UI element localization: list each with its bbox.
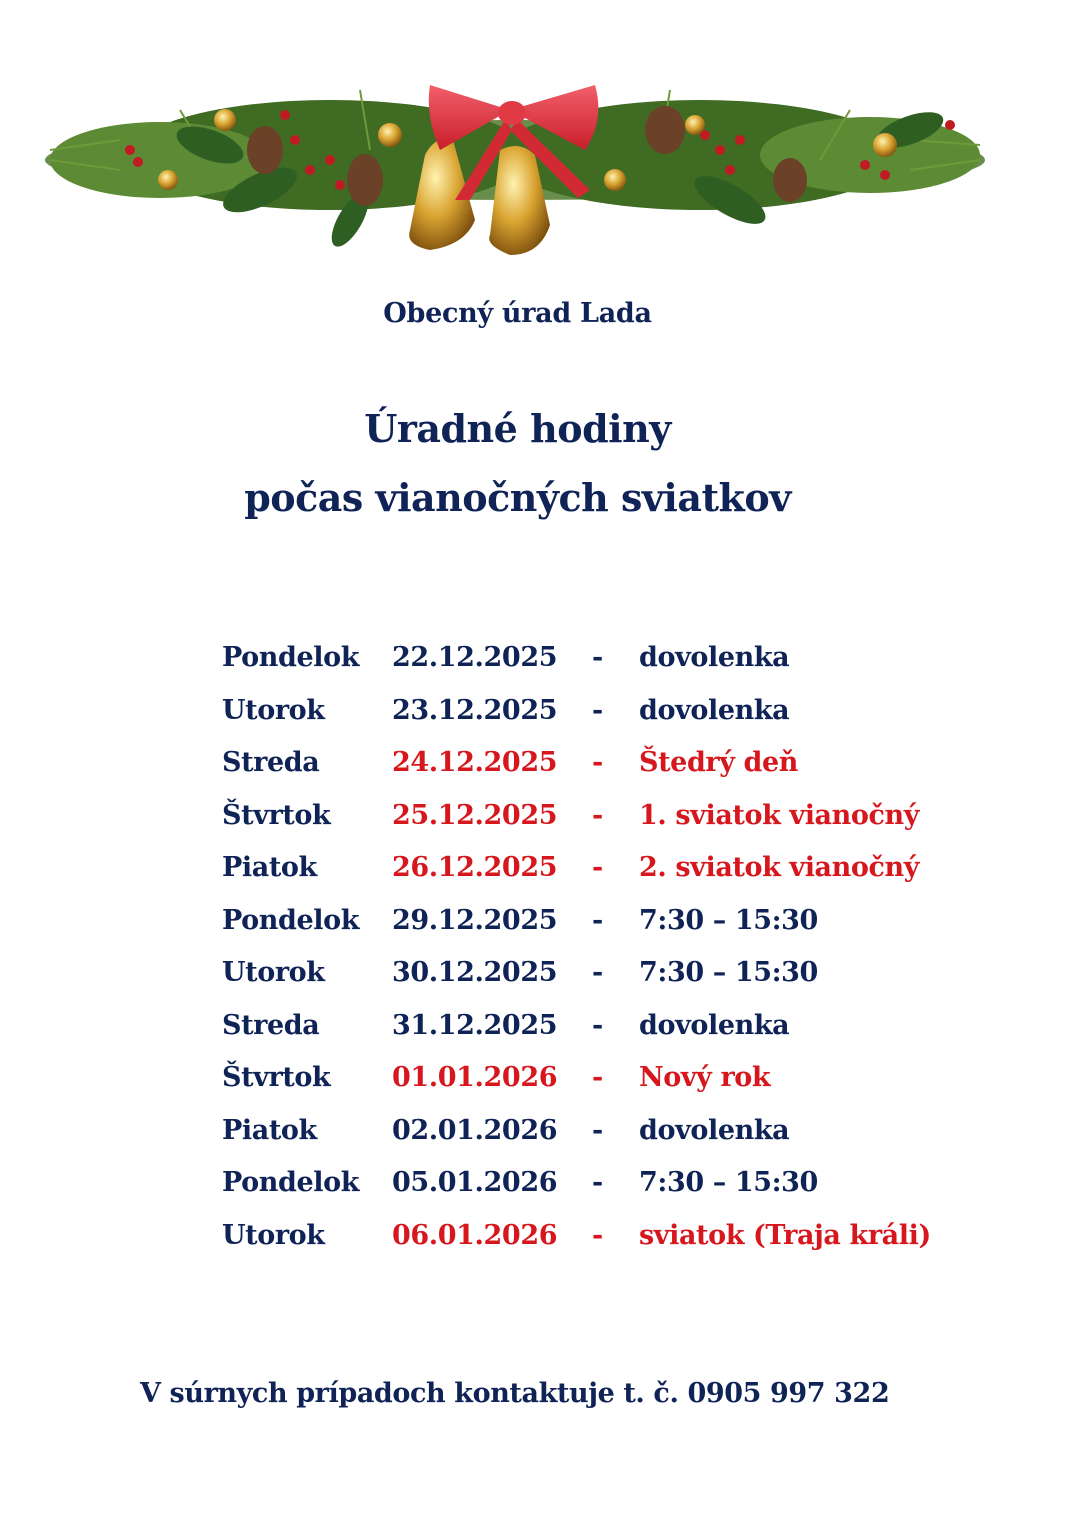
- status-note: dovolenka: [639, 1114, 790, 1146]
- status-note: Nový rok: [639, 1062, 771, 1093]
- day-name: Štvrtok: [222, 799, 331, 831]
- day-name: Streda: [222, 747, 320, 778]
- status-note: sviatok (Traja králi): [639, 1219, 931, 1251]
- day-name: Pondelok: [222, 642, 360, 673]
- separator: -: [592, 957, 603, 988]
- status-note: 1. sviatok vianočný: [639, 799, 920, 831]
- date: 23.12.2025: [392, 694, 558, 726]
- separator: -: [592, 1167, 603, 1198]
- day-name: Pondelok: [222, 904, 360, 936]
- separator: -: [592, 694, 603, 726]
- date: 31.12.2025: [392, 1009, 558, 1041]
- status-note: 7:30 – 15:30: [639, 1167, 818, 1198]
- date: 29.12.2025: [392, 904, 558, 936]
- organization-name: Obecný úrad Lada: [383, 298, 652, 329]
- status-note: dovolenka: [639, 1009, 790, 1041]
- day-name: Pondelok: [222, 1167, 360, 1198]
- separator: -: [592, 1009, 603, 1041]
- separator: -: [592, 1219, 603, 1251]
- status-note: dovolenka: [639, 694, 790, 726]
- date: 30.12.2025: [392, 957, 558, 988]
- separator: -: [592, 1062, 603, 1093]
- day-name: Piatok: [222, 1114, 317, 1146]
- separator: -: [592, 799, 603, 831]
- separator: -: [592, 1114, 603, 1146]
- date: 25.12.2025: [392, 799, 558, 831]
- separator: -: [592, 904, 603, 936]
- separator: -: [592, 642, 603, 673]
- page-subtitle: počas vianočných sviatkov: [244, 475, 791, 520]
- date: 02.01.2026: [392, 1114, 558, 1146]
- date: 05.01.2026: [392, 1167, 558, 1198]
- page-title: Úradné hodiny: [364, 406, 671, 451]
- emergency-contact: V súrnych prípadoch kontaktuje t. č. 0905 997 322: [140, 1378, 890, 1409]
- date: 22.12.2025: [392, 642, 558, 673]
- separator: -: [592, 852, 603, 883]
- separator: -: [592, 747, 603, 778]
- day-name: Streda: [222, 1009, 320, 1041]
- status-note: dovolenka: [639, 642, 790, 673]
- status-note: 2. sviatok vianočný: [639, 852, 920, 883]
- day-name: Utorok: [222, 957, 325, 988]
- date: 06.01.2026: [392, 1219, 558, 1251]
- christmas-garland-with-bells-icon: [30, 50, 1000, 260]
- date: 26.12.2025: [392, 852, 558, 883]
- status-note: Štedrý deň: [639, 747, 799, 778]
- date: 01.01.2026: [392, 1062, 558, 1093]
- status-note: 7:30 – 15:30: [639, 957, 818, 988]
- day-name: Piatok: [222, 852, 317, 883]
- date: 24.12.2025: [392, 747, 558, 778]
- day-name: Štvrtok: [222, 1062, 331, 1093]
- day-name: Utorok: [222, 694, 325, 726]
- status-note: 7:30 – 15:30: [639, 904, 818, 936]
- day-name: Utorok: [222, 1219, 325, 1251]
